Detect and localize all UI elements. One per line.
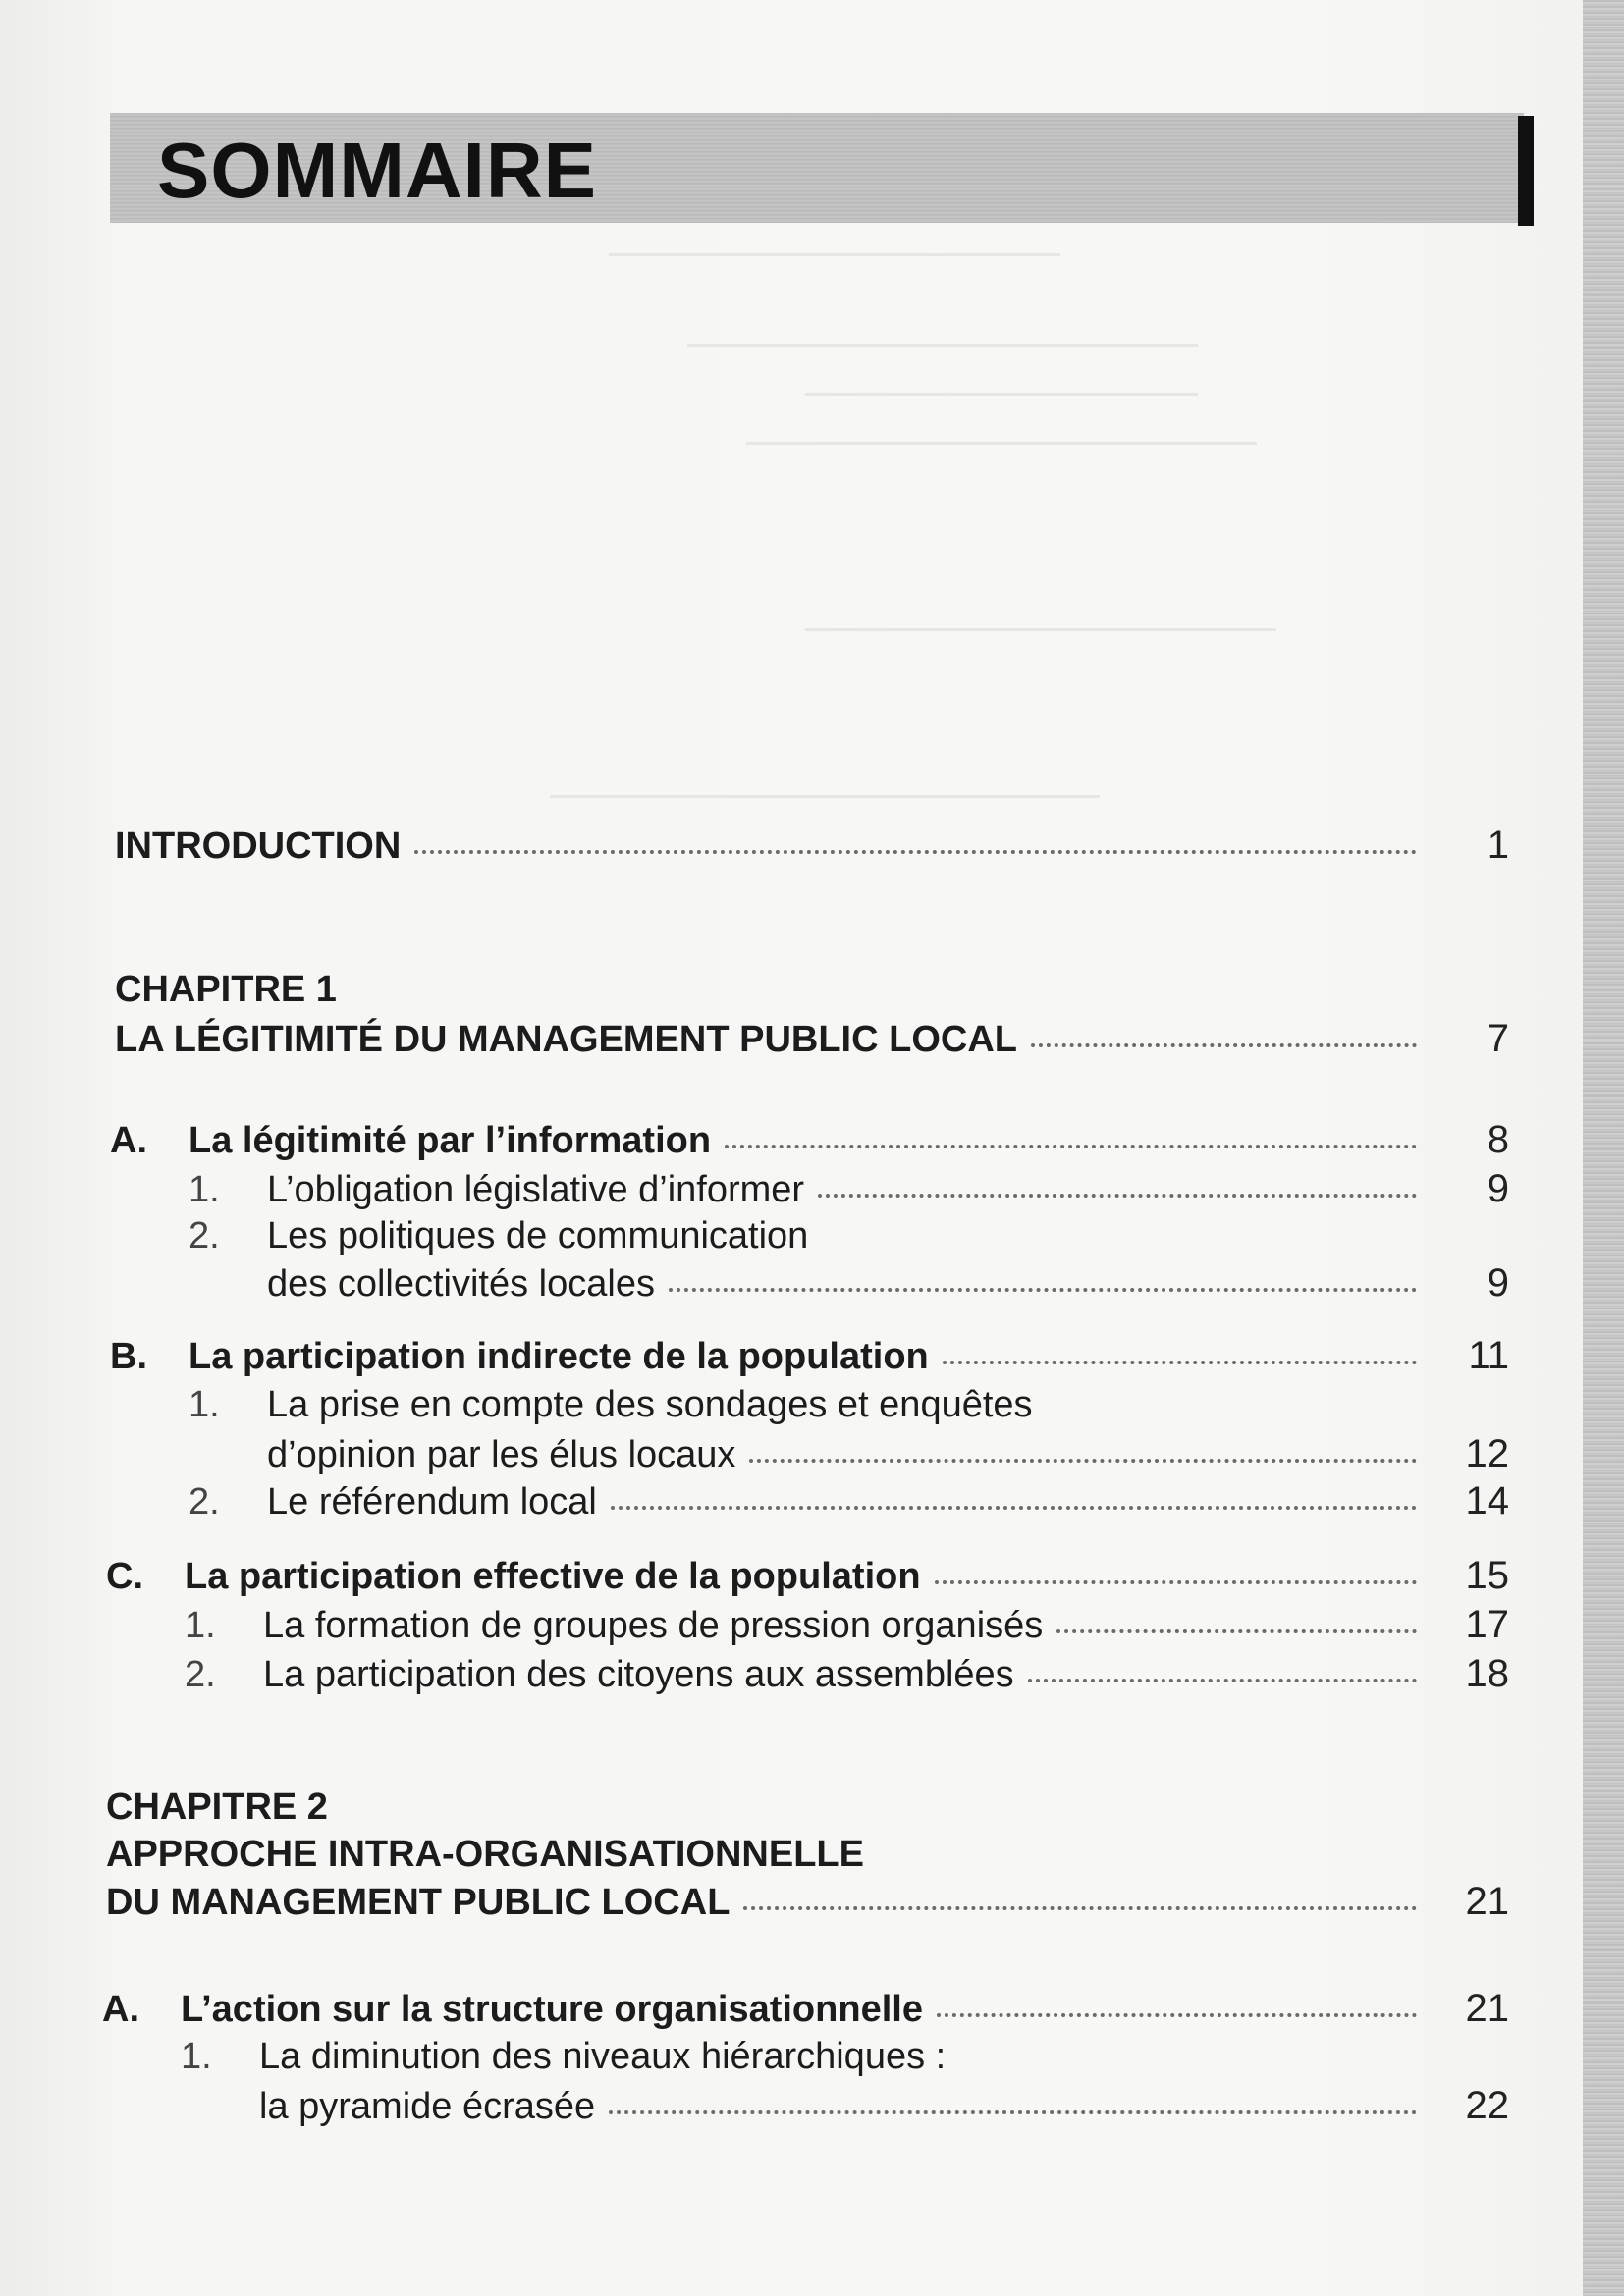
chapter-title-line1: APPROCHE INTRA-ORGANISATIONNELLE bbox=[106, 1834, 864, 1875]
item-text: la pyramide écrasée bbox=[259, 2086, 596, 2127]
section-label bbox=[110, 1334, 929, 1379]
item-text: d’opinion par les élus locaux bbox=[267, 1434, 736, 1475]
toc-page-number: 7 bbox=[1487, 1017, 1509, 1060]
toc-page-number: 22 bbox=[1465, 2084, 1509, 2127]
show-through-line bbox=[550, 795, 1100, 798]
title-bar-accent bbox=[1518, 116, 1534, 226]
page-title: SOMMAIRE bbox=[157, 127, 597, 214]
dot-leader bbox=[1056, 1629, 1417, 1633]
show-through-line bbox=[746, 442, 1257, 445]
dot-leader bbox=[725, 1145, 1417, 1148]
page-edge-strip bbox=[1583, 0, 1624, 2296]
section-label bbox=[106, 1554, 921, 1599]
show-through-line bbox=[805, 393, 1198, 396]
toc-section-c bbox=[106, 1553, 1509, 1599]
toc-entry-chapter-2 bbox=[106, 1879, 1509, 1925]
section-letter: A. bbox=[110, 1120, 147, 1161]
item-text: Le référendum local bbox=[267, 1481, 597, 1522]
toc-page-number: 14 bbox=[1465, 1479, 1509, 1522]
toc-page-number: 12 bbox=[1465, 1432, 1509, 1475]
toc-page-number: 17 bbox=[1465, 1603, 1509, 1646]
toc-item bbox=[189, 1166, 1509, 1212]
toc-section-b bbox=[110, 1333, 1509, 1379]
item-number: 2. bbox=[185, 1654, 216, 1695]
section-letter: B. bbox=[110, 1336, 147, 1377]
item-text-line1: La diminution des niveaux hiérarchiques : bbox=[259, 2036, 947, 2077]
toc-page-number: 21 bbox=[1465, 1880, 1509, 1923]
toc-entry-label: INTRODUCTION bbox=[115, 826, 402, 867]
toc-item bbox=[189, 1478, 1509, 1524]
dot-leader bbox=[669, 1288, 1417, 1292]
toc-entry-chapter-1 bbox=[115, 1016, 1509, 1062]
item-text-line1: Les politiques de communication bbox=[267, 1215, 809, 1256]
show-through-line bbox=[609, 253, 1060, 256]
toc-page-number: 21 bbox=[1465, 1987, 1509, 2030]
toc-item bbox=[185, 1602, 1509, 1648]
show-through-line bbox=[805, 628, 1276, 631]
section-title: La légitimité par l’information bbox=[189, 1120, 712, 1161]
chapter-heading: CHAPITRE 2 bbox=[106, 1787, 328, 1828]
chapter-title: DU MANAGEMENT PUBLIC LOCAL bbox=[106, 1882, 731, 1923]
section-label bbox=[102, 1987, 923, 2032]
dot-leader bbox=[609, 2110, 1417, 2114]
dot-leader bbox=[937, 2013, 1417, 2017]
section-letter: C. bbox=[106, 1556, 143, 1597]
dot-leader bbox=[611, 1506, 1417, 1510]
section-label bbox=[110, 1118, 711, 1163]
toc-page-number: 18 bbox=[1465, 1652, 1509, 1695]
chapter-heading: CHAPITRE 1 bbox=[115, 969, 337, 1010]
toc-item bbox=[267, 1431, 1509, 1477]
item-text: des collectivités locales bbox=[267, 1263, 655, 1305]
chapter-title: LA LÉGITIMITÉ DU MANAGEMENT PUBLIC LOCAL bbox=[115, 1019, 1017, 1060]
item-text: La participation des citoyens aux assemblées bbox=[263, 1654, 1014, 1695]
item-number: 1. bbox=[189, 1169, 220, 1210]
dot-leader bbox=[1028, 1679, 1417, 1682]
item-label bbox=[185, 1652, 1014, 1697]
dot-leader bbox=[943, 1361, 1417, 1364]
item-number: 2. bbox=[189, 1481, 220, 1522]
section-title: La participation effective de la population bbox=[185, 1556, 921, 1597]
item-number: 1. bbox=[189, 1384, 220, 1425]
toc-item-line bbox=[189, 1382, 1033, 1427]
item-number: 1. bbox=[181, 2036, 212, 2077]
section-letter: A. bbox=[102, 1989, 139, 2030]
toc-page-number: 11 bbox=[1468, 1334, 1509, 1377]
toc-page-number: 9 bbox=[1487, 1261, 1509, 1305]
section-title: La participation indirecte de la population bbox=[189, 1336, 929, 1377]
section-title: L’action sur la structure organisationnelle bbox=[181, 1989, 923, 2030]
toc-item-line bbox=[189, 1213, 808, 1258]
item-label bbox=[189, 1479, 597, 1524]
item-number: 2. bbox=[189, 1215, 220, 1256]
toc-item bbox=[267, 1260, 1509, 1307]
dot-leader bbox=[1031, 1043, 1417, 1047]
toc-page-number: 1 bbox=[1487, 824, 1509, 867]
toc-section-a bbox=[110, 1117, 1509, 1163]
item-label bbox=[189, 1167, 804, 1212]
toc-page-number: 8 bbox=[1487, 1118, 1509, 1161]
dot-leader bbox=[414, 850, 1417, 854]
toc-page-number: 9 bbox=[1487, 1167, 1509, 1210]
item-text: La formation de groupes de pression organisés bbox=[263, 1605, 1044, 1646]
toc-entry-introduction bbox=[115, 823, 1509, 869]
item-label bbox=[185, 1603, 1043, 1648]
toc-item bbox=[185, 1651, 1509, 1697]
toc-section-a bbox=[102, 1986, 1509, 2032]
show-through-line bbox=[687, 344, 1198, 347]
item-text: L’obligation législative d’informer bbox=[267, 1169, 805, 1210]
item-text-line1: La prise en compte des sondages et enquêtes bbox=[267, 1384, 1033, 1425]
toc-page-number: 15 bbox=[1465, 1554, 1509, 1597]
dot-leader bbox=[743, 1906, 1417, 1910]
dot-leader bbox=[749, 1459, 1417, 1463]
toc-item bbox=[259, 2083, 1509, 2129]
dot-leader bbox=[935, 1580, 1417, 1584]
item-number: 1. bbox=[185, 1605, 216, 1646]
dot-leader bbox=[818, 1194, 1417, 1198]
toc-item-line bbox=[181, 2034, 946, 2079]
